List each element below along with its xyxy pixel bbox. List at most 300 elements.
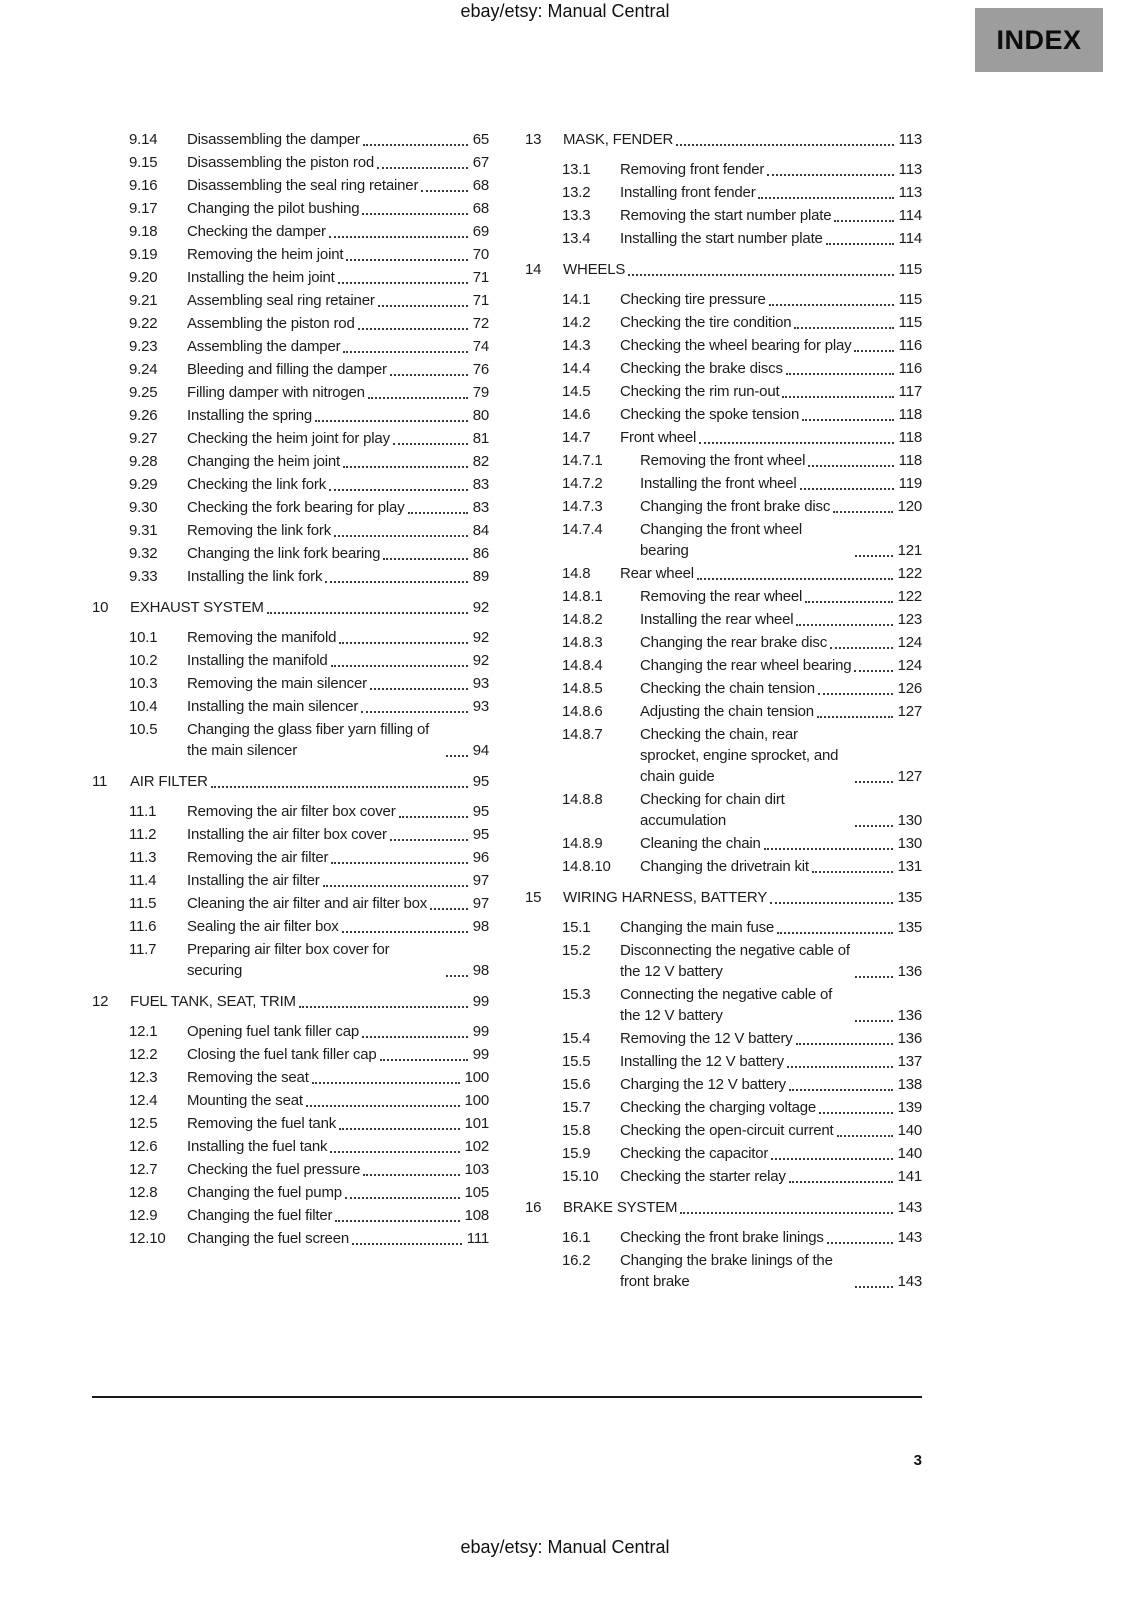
toc-entry-page: 74 xyxy=(472,338,489,355)
toc-entry-number: 15.6 xyxy=(562,1076,591,1093)
toc-entry-number: 14.8.1 xyxy=(562,588,603,605)
toc-entry-page: 116 xyxy=(898,360,922,377)
toc-entry-title: Changing the link fork bearing xyxy=(187,545,381,562)
toc-entry-number: 13.2 xyxy=(562,184,591,201)
toc-entry xyxy=(92,382,489,403)
toc-entry-title: Removing the manifold xyxy=(187,629,337,646)
toc-entry xyxy=(92,627,489,648)
toc-entry-title: Removing the front wheel xyxy=(640,452,806,469)
toc-entry xyxy=(525,159,922,180)
toc-entry-title: Checking the capacitor xyxy=(620,1145,769,1162)
toc-entry-title: Installing the spring xyxy=(187,407,313,424)
toc-entry-number: 10.5 xyxy=(129,721,158,738)
toc-entry-title: Checking the tire condition xyxy=(620,314,792,331)
toc-entry-number: 10.3 xyxy=(129,675,158,692)
toc-entry-title: Rear wheel xyxy=(620,565,694,582)
toc-entry-title: Changing the glass fiber yarn filling of the main silencer xyxy=(187,721,430,759)
toc-entry-title: Changing the fuel screen xyxy=(187,1230,349,1247)
toc-chapter-entry xyxy=(92,991,489,1012)
toc-entry-number: 12.4 xyxy=(129,1092,158,1109)
toc-entry-title: Checking the heim joint for play xyxy=(187,430,390,447)
toc-leader-dots xyxy=(855,781,893,783)
toc-entry-page: 89 xyxy=(472,568,489,585)
toc-entry-page: 101 xyxy=(464,1115,489,1132)
toc-entry xyxy=(92,1136,489,1157)
toc-entry-page: 120 xyxy=(897,498,922,515)
toc-entry-number: 14.7 xyxy=(562,429,591,446)
toc-leader-dots xyxy=(383,558,467,560)
toc-entry-title: Removing the rear wheel xyxy=(640,588,803,605)
toc-entry-title: Changing the drivetrain kit xyxy=(640,858,809,875)
toc-leader-dots xyxy=(325,581,467,583)
toc-leader-dots xyxy=(796,1043,893,1045)
header-watermark: ebay/etsy: Manual Central xyxy=(460,1,670,21)
toc-entry-page: 95 xyxy=(472,773,489,790)
index-tab xyxy=(975,8,1103,72)
toc-entry xyxy=(525,335,922,356)
toc-entry xyxy=(525,228,922,249)
toc-entry-title: Adjusting the chain tension xyxy=(640,703,814,720)
toc-entry-number: 11.6 xyxy=(129,918,157,935)
toc-entry xyxy=(92,543,489,564)
toc-entry-number: 9.16 xyxy=(129,177,158,194)
toc-leader-dots xyxy=(767,174,893,176)
toc-entry-number: 14.8.2 xyxy=(562,611,603,628)
toc-entry xyxy=(92,451,489,472)
toc-entry-page: 71 xyxy=(472,269,489,286)
toc-entry xyxy=(525,450,922,471)
toc-entry-title: Checking the starter relay xyxy=(620,1168,786,1185)
toc-entry xyxy=(92,870,489,891)
toc-entry-number: 12.8 xyxy=(129,1184,158,1201)
toc-entry-title: Changing the pilot bushing xyxy=(187,200,360,217)
toc-entry-page: 92 xyxy=(472,599,489,616)
toc-entry-page: 96 xyxy=(472,849,489,866)
toc-entry-page: 81 xyxy=(472,430,489,447)
toc-leader-dots xyxy=(794,327,893,329)
toc-entry-title: Installing the 12 V battery xyxy=(620,1053,784,1070)
toc-entry-number: 15.7 xyxy=(562,1099,591,1116)
toc-leader-dots xyxy=(323,885,468,887)
toc-leader-dots xyxy=(361,711,468,713)
toc-leader-dots xyxy=(306,1105,460,1107)
toc-entry-page: 99 xyxy=(472,1046,489,1063)
toc-entry-title: Removing the main silencer xyxy=(187,675,367,692)
toc-leader-dots xyxy=(346,259,467,261)
toc-entry-number: 14.1 xyxy=(562,291,591,308)
toc-entry-page: 114 xyxy=(898,230,922,247)
toc-entry-page: 130 xyxy=(897,835,922,852)
page-number: 3 xyxy=(913,1452,922,1469)
toc-entry-title: Checking the fuel pressure xyxy=(187,1161,361,1178)
toc-entry-number: 9.21 xyxy=(129,292,158,309)
toc-entry xyxy=(525,358,922,379)
toc-entry-page: 116 xyxy=(898,337,922,354)
toc-leader-dots xyxy=(770,902,893,904)
toc-entry xyxy=(525,496,922,517)
toc-entry-number: 10.4 xyxy=(129,698,158,715)
toc-entry-page: 86 xyxy=(472,545,489,562)
toc-leader-dots xyxy=(854,670,892,672)
toc-entry-number: 12.10 xyxy=(129,1230,166,1247)
toc-entry-page: 92 xyxy=(472,629,489,646)
toc-entry-page: 136 xyxy=(897,963,922,980)
toc-entry-page: 97 xyxy=(472,895,489,912)
toc-entry-title: Charging the 12 V battery xyxy=(620,1076,786,1093)
toc-entry-page: 114 xyxy=(898,207,922,224)
toc-entry-page: 139 xyxy=(897,1099,922,1116)
toc-leader-dots xyxy=(676,144,894,146)
toc-entry-number: 14.7.1 xyxy=(562,452,603,469)
toc-chapter-entry xyxy=(525,259,922,280)
toc-entry xyxy=(92,313,489,334)
toc-entry xyxy=(525,1227,922,1248)
toc-leader-dots xyxy=(769,304,894,306)
toc-entry xyxy=(525,1051,922,1072)
toc-entry-number: 16 xyxy=(525,1199,542,1216)
toc-entry xyxy=(92,824,489,845)
toc-entry-page: 126 xyxy=(897,680,922,697)
toc-leader-dots xyxy=(833,511,892,513)
toc-entry-page: 82 xyxy=(472,453,489,470)
toc-entry-title: Changing the main fuse xyxy=(620,919,775,936)
toc-leader-dots xyxy=(399,816,468,818)
toc-entry-number: 15.4 xyxy=(562,1030,591,1047)
toc-entry-number: 9.25 xyxy=(129,384,158,401)
toc-leader-dots xyxy=(430,908,468,910)
toc-entry xyxy=(525,473,922,494)
toc-entry-page: 124 xyxy=(897,657,922,674)
toc-entry-page: 143 xyxy=(897,1273,922,1290)
toc-leader-dots xyxy=(782,396,893,398)
toc-entry-title: Installing the heim joint xyxy=(187,269,335,286)
toc-leader-dots xyxy=(343,466,468,468)
toc-entry xyxy=(92,719,489,761)
toc-entry-page: 121 xyxy=(897,542,922,559)
toc-entry-page: 99 xyxy=(472,1023,489,1040)
toc-leader-dots xyxy=(358,328,468,330)
toc-entry-number: 15 xyxy=(525,889,542,906)
toc-entry-title: Changing the rear wheel bearing xyxy=(640,657,852,674)
toc-leader-dots xyxy=(267,612,468,614)
toc-entry xyxy=(92,520,489,541)
toc-entry xyxy=(525,940,922,982)
toc-entry-number: 11.5 xyxy=(129,895,157,912)
toc-entry-number: 9.14 xyxy=(129,131,158,148)
toc-leader-dots xyxy=(339,642,467,644)
toc-entry-title: Installing the air filter box cover xyxy=(187,826,387,843)
toc-leader-dots xyxy=(315,420,468,422)
toc-entry-number: 12.5 xyxy=(129,1115,158,1132)
toc-entry-title: Cleaning the chain xyxy=(640,835,761,852)
toc-leader-dots xyxy=(789,1089,893,1091)
toc-leader-dots xyxy=(334,535,468,537)
toc-entry xyxy=(92,1159,489,1180)
toc-leader-dots xyxy=(335,1220,459,1222)
toc-entry-page: 68 xyxy=(472,200,489,217)
toc-leader-dots xyxy=(855,1286,893,1288)
toc-entry xyxy=(92,290,489,311)
toc-entry-page: 118 xyxy=(898,429,922,446)
toc-entry xyxy=(525,1250,922,1292)
toc-entry-page: 137 xyxy=(897,1053,922,1070)
toc-entry xyxy=(92,1067,489,1088)
toc-entry-page: 97 xyxy=(472,872,489,889)
toc-entry-page: 95 xyxy=(472,826,489,843)
toc-entry-number: 11.3 xyxy=(129,849,157,866)
toc-leader-dots xyxy=(339,1128,460,1130)
toc-entry-title: Installing the main silencer xyxy=(187,698,359,715)
toc-entry-number: 11.1 xyxy=(129,803,157,820)
toc-entry-page: 83 xyxy=(472,476,489,493)
toc-entry-number: 13 xyxy=(525,131,542,148)
toc-entry-title: Assembling the piston rod xyxy=(187,315,355,332)
toc-entry-page: 113 xyxy=(898,131,922,148)
toc-entry xyxy=(92,1090,489,1111)
toc-entry xyxy=(92,336,489,357)
toc-entry xyxy=(525,632,922,653)
toc-entry-number: 9.28 xyxy=(129,453,158,470)
toc-entry xyxy=(92,221,489,242)
toc-leader-dots xyxy=(331,862,467,864)
toc-entry xyxy=(92,566,489,587)
toc-entry-page: 136 xyxy=(897,1007,922,1024)
toc-entry-page: 83 xyxy=(472,499,489,516)
toc-entry xyxy=(525,586,922,607)
toc-leader-dots xyxy=(812,871,893,873)
toc-leader-dots xyxy=(446,975,468,977)
toc-entry-page: 122 xyxy=(897,588,922,605)
toc-leader-dots xyxy=(805,601,892,603)
toc-entry-page: 131 xyxy=(897,858,922,875)
toc-entry-page: 117 xyxy=(898,383,922,400)
toc-entry-title: Installing the start number plate xyxy=(620,230,823,247)
toc-entry xyxy=(92,129,489,150)
toc-entry xyxy=(525,609,922,630)
toc-entry-title: Checking the fork bearing for play xyxy=(187,499,405,516)
toc-entry-title: Disassembling the piston rod xyxy=(187,154,374,171)
toc-right-column xyxy=(525,129,922,1294)
toc-leader-dots xyxy=(818,693,893,695)
toc-chapter-entry xyxy=(92,597,489,618)
toc-entry-number: 14.8.10 xyxy=(562,858,611,875)
toc-entry-number: 9.26 xyxy=(129,407,158,424)
toc-entry-title: Checking for chain dirt accumulation xyxy=(640,791,785,829)
toc-leader-dots xyxy=(377,167,468,169)
toc-leader-dots xyxy=(421,190,467,192)
toc-entry-page: 98 xyxy=(472,918,489,935)
toc-leader-dots xyxy=(329,489,468,491)
toc-entry-page: 67 xyxy=(472,154,489,171)
toc-entry-number: 12.7 xyxy=(129,1161,158,1178)
toc-entry-number: 14.7.3 xyxy=(562,498,603,515)
toc-entry-title: Checking the chain, rear sprocket, engine sprocket, and chain guide xyxy=(640,726,839,785)
toc-entry-page: 141 xyxy=(897,1168,922,1185)
toc-leader-dots xyxy=(786,373,894,375)
toc-entry-number: 9.24 xyxy=(129,361,158,378)
toc-entry-number: 9.18 xyxy=(129,223,158,240)
toc-entry-title: Sealing the air filter box xyxy=(187,918,339,935)
toc-entry-number: 15.1 xyxy=(562,919,591,936)
toc-leader-dots xyxy=(370,688,468,690)
toc-entry-page: 71 xyxy=(472,292,489,309)
toc-entry-page: 127 xyxy=(897,703,922,720)
toc-entry-title: Removing the air filter box cover xyxy=(187,803,396,820)
toc-entry-title: Installing the rear wheel xyxy=(640,611,794,628)
toc-leader-dots xyxy=(331,665,468,667)
toc-entry-page: 105 xyxy=(464,1184,489,1201)
toc-entry xyxy=(525,205,922,226)
toc-entry-page: 108 xyxy=(464,1207,489,1224)
toc-entry-title: Checking the brake discs xyxy=(620,360,783,377)
toc-entry-title: Changing the front brake disc xyxy=(640,498,831,515)
toc-entry-page: 124 xyxy=(897,634,922,651)
toc-entry-page: 118 xyxy=(898,406,922,423)
toc-leader-dots xyxy=(819,1112,893,1114)
toc-entry xyxy=(525,1074,922,1095)
toc-entry-number: 9.33 xyxy=(129,568,158,585)
toc-entry-number: 14.4 xyxy=(562,360,591,377)
toc-entry-title: Removing the 12 V battery xyxy=(620,1030,793,1047)
toc-entry xyxy=(92,497,489,518)
toc-entry xyxy=(525,917,922,938)
index-tab-label: INDEX xyxy=(996,24,1082,55)
toc-leader-dots xyxy=(817,716,893,718)
toc-entry-number: 14.7.4 xyxy=(562,521,603,538)
toc-entry-number: 12 xyxy=(92,993,109,1010)
toc-entry xyxy=(92,696,489,717)
toc-entry-page: 93 xyxy=(472,698,489,715)
toc-entry-page: 65 xyxy=(472,131,489,148)
toc-leader-dots xyxy=(363,144,468,146)
toc-leader-dots xyxy=(362,213,467,215)
toc-entry xyxy=(525,404,922,425)
toc-entry-title: Assembling the damper xyxy=(187,338,341,355)
toc-entry-title: Mounting the seat xyxy=(187,1092,303,1109)
toc-entry xyxy=(525,724,922,787)
toc-entry-page: 76 xyxy=(472,361,489,378)
toc-entry-number: 9.31 xyxy=(129,522,158,539)
toc-entry-number: 14.8.3 xyxy=(562,634,603,651)
toc-entry-title: Removing front fender xyxy=(620,161,765,178)
toc-leader-dots xyxy=(854,350,893,352)
toc-entry-title: Checking the front brake linings xyxy=(620,1229,824,1246)
toc-entry-page: 140 xyxy=(897,1122,922,1139)
toc-entry-title: Checking the open-circuit current xyxy=(620,1122,834,1139)
toc-entry-page: 79 xyxy=(472,384,489,401)
toc-entry-title: EXHAUST SYSTEM xyxy=(130,599,264,616)
toc-entry xyxy=(92,1021,489,1042)
toc-entry-title: Checking the damper xyxy=(187,223,326,240)
toc-entry xyxy=(92,152,489,173)
toc-entry-number: 9.29 xyxy=(129,476,158,493)
toc-entry-title: FUEL TANK, SEAT, TRIM xyxy=(130,993,296,1010)
toc-entry-title: Preparing air filter box cover for securing xyxy=(187,941,390,979)
toc-entry-title: Installing the fuel tank xyxy=(187,1138,328,1155)
toc-entry-title: Front wheel xyxy=(620,429,697,446)
toc-leader-dots xyxy=(352,1243,462,1245)
toc-entry-number: 14.5 xyxy=(562,383,591,400)
toc-entry xyxy=(92,893,489,914)
toc-entry xyxy=(525,1143,922,1164)
toc-entry xyxy=(92,267,489,288)
toc-leader-dots xyxy=(299,1006,468,1008)
toc-entry-page: 93 xyxy=(472,675,489,692)
toc-leader-dots xyxy=(796,624,892,626)
toc-entry-page: 143 xyxy=(897,1229,922,1246)
toc-entry-title: Disassembling the damper xyxy=(187,131,360,148)
toc-entry-page: 122 xyxy=(897,565,922,582)
toc-entry-title: Changing the fuel pump xyxy=(187,1184,342,1201)
toc-entry-number: 12.9 xyxy=(129,1207,158,1224)
toc-entry-number: 12.2 xyxy=(129,1046,158,1063)
toc-entry-number: 14.3 xyxy=(562,337,591,354)
toc-entry-number: 14 xyxy=(525,261,542,278)
toc-entry-page: 84 xyxy=(472,522,489,539)
toc-chapter-entry xyxy=(525,129,922,150)
toc-leader-dots xyxy=(390,374,468,376)
toc-entry xyxy=(525,1097,922,1118)
toc-entry-title: WIRING HARNESS, BATTERY xyxy=(563,889,768,906)
toc-entry-page: 100 xyxy=(464,1092,489,1109)
toc-entry-title: Changing the front wheel bearing xyxy=(640,521,802,559)
toc-leader-dots xyxy=(363,1174,459,1176)
toc-entry xyxy=(92,405,489,426)
toc-entry-number: 14.8.8 xyxy=(562,791,603,808)
toc-leader-dots xyxy=(408,512,468,514)
toc-entry-page: 143 xyxy=(897,1199,922,1216)
toc-entry-number: 10.1 xyxy=(129,629,158,646)
toc-leader-dots xyxy=(787,1066,893,1068)
toc-entry-page: 102 xyxy=(464,1138,489,1155)
footer-divider xyxy=(92,1396,922,1398)
toc-entry-page: 113 xyxy=(898,184,922,201)
toc-entry xyxy=(92,244,489,265)
toc-entry-number: 14.2 xyxy=(562,314,591,331)
toc-entry-page: 135 xyxy=(897,919,922,936)
toc-entry xyxy=(525,833,922,854)
toc-entry-number: 9.15 xyxy=(129,154,158,171)
toc-entry-title: Changing the fuel filter xyxy=(187,1207,333,1224)
toc-entry-page: 70 xyxy=(472,246,489,263)
toc-leader-dots xyxy=(764,848,893,850)
toc-entry-title: Disconnecting the negative cable of the 12 V battery xyxy=(620,942,850,980)
toc-leader-dots xyxy=(758,197,893,199)
toc-entry-page: 92 xyxy=(472,652,489,669)
toc-entry-title: Assembling seal ring retainer xyxy=(187,292,375,309)
toc-entry-page: 115 xyxy=(898,291,922,308)
toc-entry-title: Opening fuel tank filler cap xyxy=(187,1023,360,1040)
toc-entry-number: 11.7 xyxy=(129,941,157,958)
table-of-contents xyxy=(92,129,922,1294)
toc-entry xyxy=(525,1166,922,1187)
toc-entry xyxy=(525,984,922,1026)
toc-entry-number: 14.8.9 xyxy=(562,835,603,852)
toc-leader-dots xyxy=(855,825,893,827)
toc-entry-title: Removing the fuel tank xyxy=(187,1115,337,1132)
toc-leader-dots xyxy=(837,1135,893,1137)
toc-entry-title: Changing the rear brake disc xyxy=(640,634,828,651)
toc-entry-title: Checking tire pressure xyxy=(620,291,766,308)
toc-entry xyxy=(92,198,489,219)
toc-entry-number: 14.8.5 xyxy=(562,680,603,697)
toc-entry-page: 72 xyxy=(472,315,489,332)
toc-leader-dots xyxy=(378,305,468,307)
toc-entry-number: 14.8.7 xyxy=(562,726,603,743)
toc-entry xyxy=(525,312,922,333)
toc-entry-title: Installing the front wheel xyxy=(640,475,797,492)
toc-entry xyxy=(92,474,489,495)
